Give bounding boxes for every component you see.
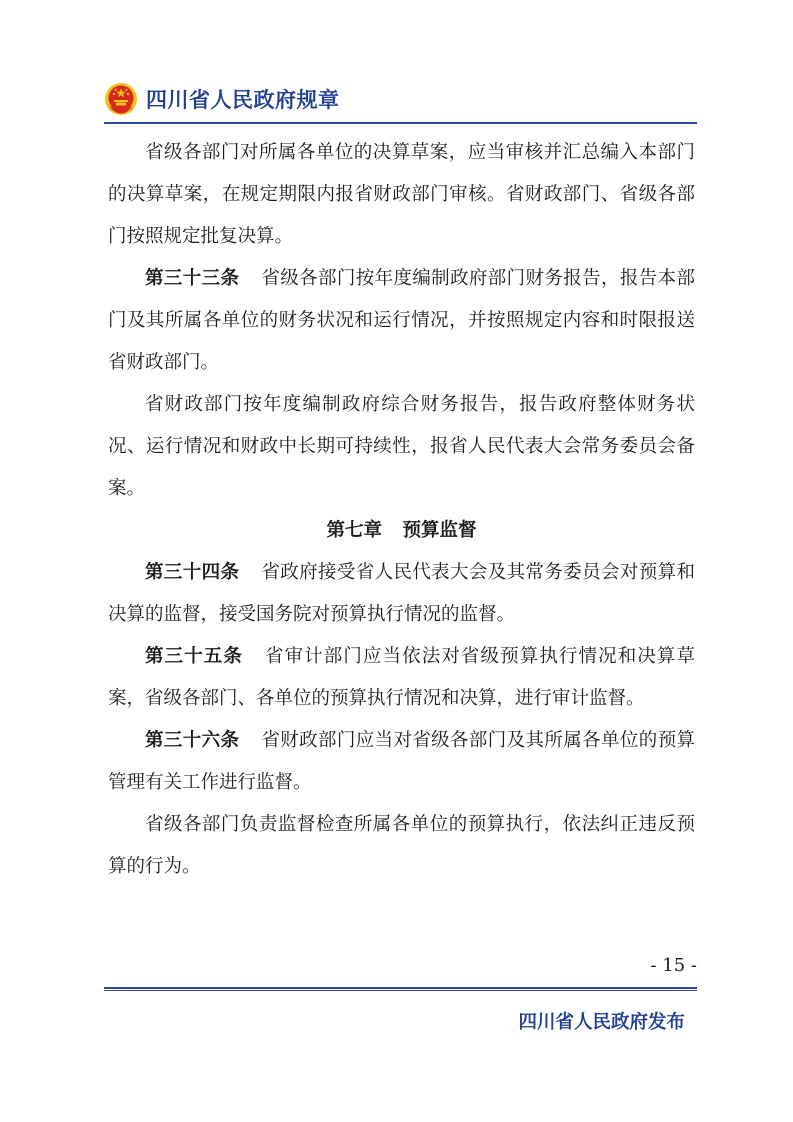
page-number: - 15 -: [650, 955, 697, 976]
article-number: 第三十四条: [145, 562, 240, 583]
footer-divider-secondary: [104, 990, 697, 991]
national-emblem-icon: [104, 82, 138, 116]
article-35: [108, 636, 695, 720]
article-text: 省级各部门按年度编制政府部门财务报告，报告本部门及其所属各单位的财务状况和运行情况，并按照规定内容和时限报送省财政部门。: [108, 268, 695, 373]
article-number: 第三十五条: [145, 646, 243, 667]
paragraph: 省级各部门对所属各单位的决算草案，应当审核并汇总编入本部门的决算草案，在规定期限内报省财政部门审核。省财政部门、省级各部门按照规定批复决算。: [108, 142, 695, 247]
footer-publisher: 四川省人民政府发布: [518, 1012, 685, 1033]
paragraph: 省级各部门负责监督检查所属各单位的预算执行，依法纠正违反预算的行为。: [108, 814, 695, 877]
article-number: 第三十六条: [145, 730, 240, 751]
article-text: 省政府接受省人民代表大会及其常务委员会对预算和决算的监督，接受国务院对预算执行情况的监督。: [108, 562, 695, 625]
article-text: 省审计部门应当依法对省级预算执行情况和决算草案，省级各部门、各单位的预算执行情况和决算，进行审计监督。: [108, 646, 695, 709]
document-header: [104, 78, 340, 120]
footer-divider: [104, 987, 697, 989]
article-text: 省财政部门应当对省级各部门及其所属各单位的预算管理有关工作进行监督。: [108, 730, 695, 793]
paragraph: 省财政部门按年度编制政府综合财务报告，报告政府整体财务状况、运行情况和财政中长期可持续性，报省人民代表大会常务委员会备案。: [108, 394, 695, 499]
header-divider: [104, 122, 697, 124]
header-title: 四川省人民政府规章: [146, 88, 340, 112]
document-body: [108, 132, 695, 888]
chapter-title: 第七章 预算监督: [326, 520, 477, 541]
article-36: [108, 720, 695, 804]
article-number: 第三十三条: [145, 268, 240, 289]
article-34: [108, 552, 695, 636]
article-33: [108, 258, 695, 384]
